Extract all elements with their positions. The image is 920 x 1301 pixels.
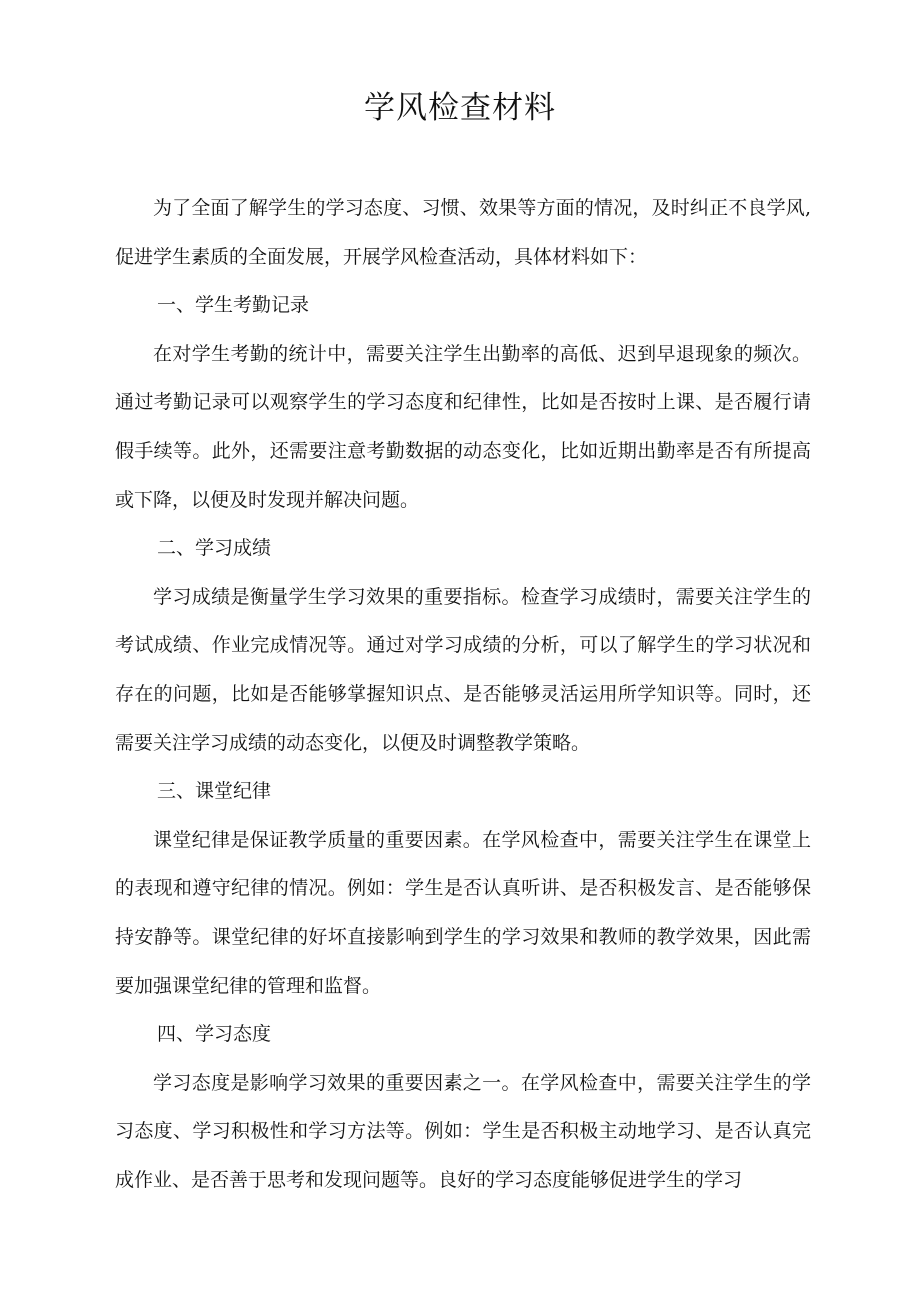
section-heading-grades: 二、学习成绩 [157, 537, 272, 560]
section-body-attitude: 学习态度是影响学习效果的重要因素之一。在学风检查中，需要关注学生的学习态度、学习积极性和学习方法等。例如：学生是否积极主动地学习、是否认真完成作业、是否善于思考和发现问题等。良好的学习态度能够促进学生的学习 [115, 1071, 811, 1191]
section-body-grades: 学习成绩是衡量学生学习效果的重要指标。检查学习成绩时，需要关注学生的考试成绩、作业完成情况等。通过对学习成绩的分析，可以了解学生的学习状况和存在的问题，比如是否能够掌握知识点、是否能够灵活运用所学知识等。同时，还需要关注学习成绩的动态变化，以便及时调整教学策略。 [115, 585, 811, 754]
section-heading-attendance: 一、学生考勤记录 [157, 294, 310, 317]
intro-paragraph: 为了全面了解学生的学习态度、习惯、效果等方面的情况，及时纠正不良学风,促进学生素质的全面发展，开展学风检查活动，具体材料如下： [115, 197, 811, 268]
section-heading-discipline: 三、课堂纪律 [157, 780, 272, 803]
section-body-discipline: 课堂纪律是保证教学质量的重要因素。在学风检查中，需要关注学生在课堂上的表现和遵守纪律的情况。例如：学生是否认真听讲、是否积极发言、是否能够保持安静等。课堂纪律的好坏直接影响到学生的学习效果和教师的教学效果，因此需要加强课堂纪律的管理和监督。 [115, 828, 811, 997]
section-heading-attitude: 四、学习态度 [157, 1023, 272, 1046]
document-title: 学风检查材料 [364, 90, 556, 126]
section-body-attendance: 在对学生考勤的统计中，需要关注学生出勤率的高低、迟到早退现象的频次。通过考勤记录可以观察学生的学习态度和纪律性，比如是否按时上课、是否履行请假手续等。此外，还需要注意考勤数据的动态变化，比如近期出勤率是否有所提高或下降，以便及时发现并解决问题。 [115, 342, 811, 511]
document-body [115, 184, 811, 1204]
